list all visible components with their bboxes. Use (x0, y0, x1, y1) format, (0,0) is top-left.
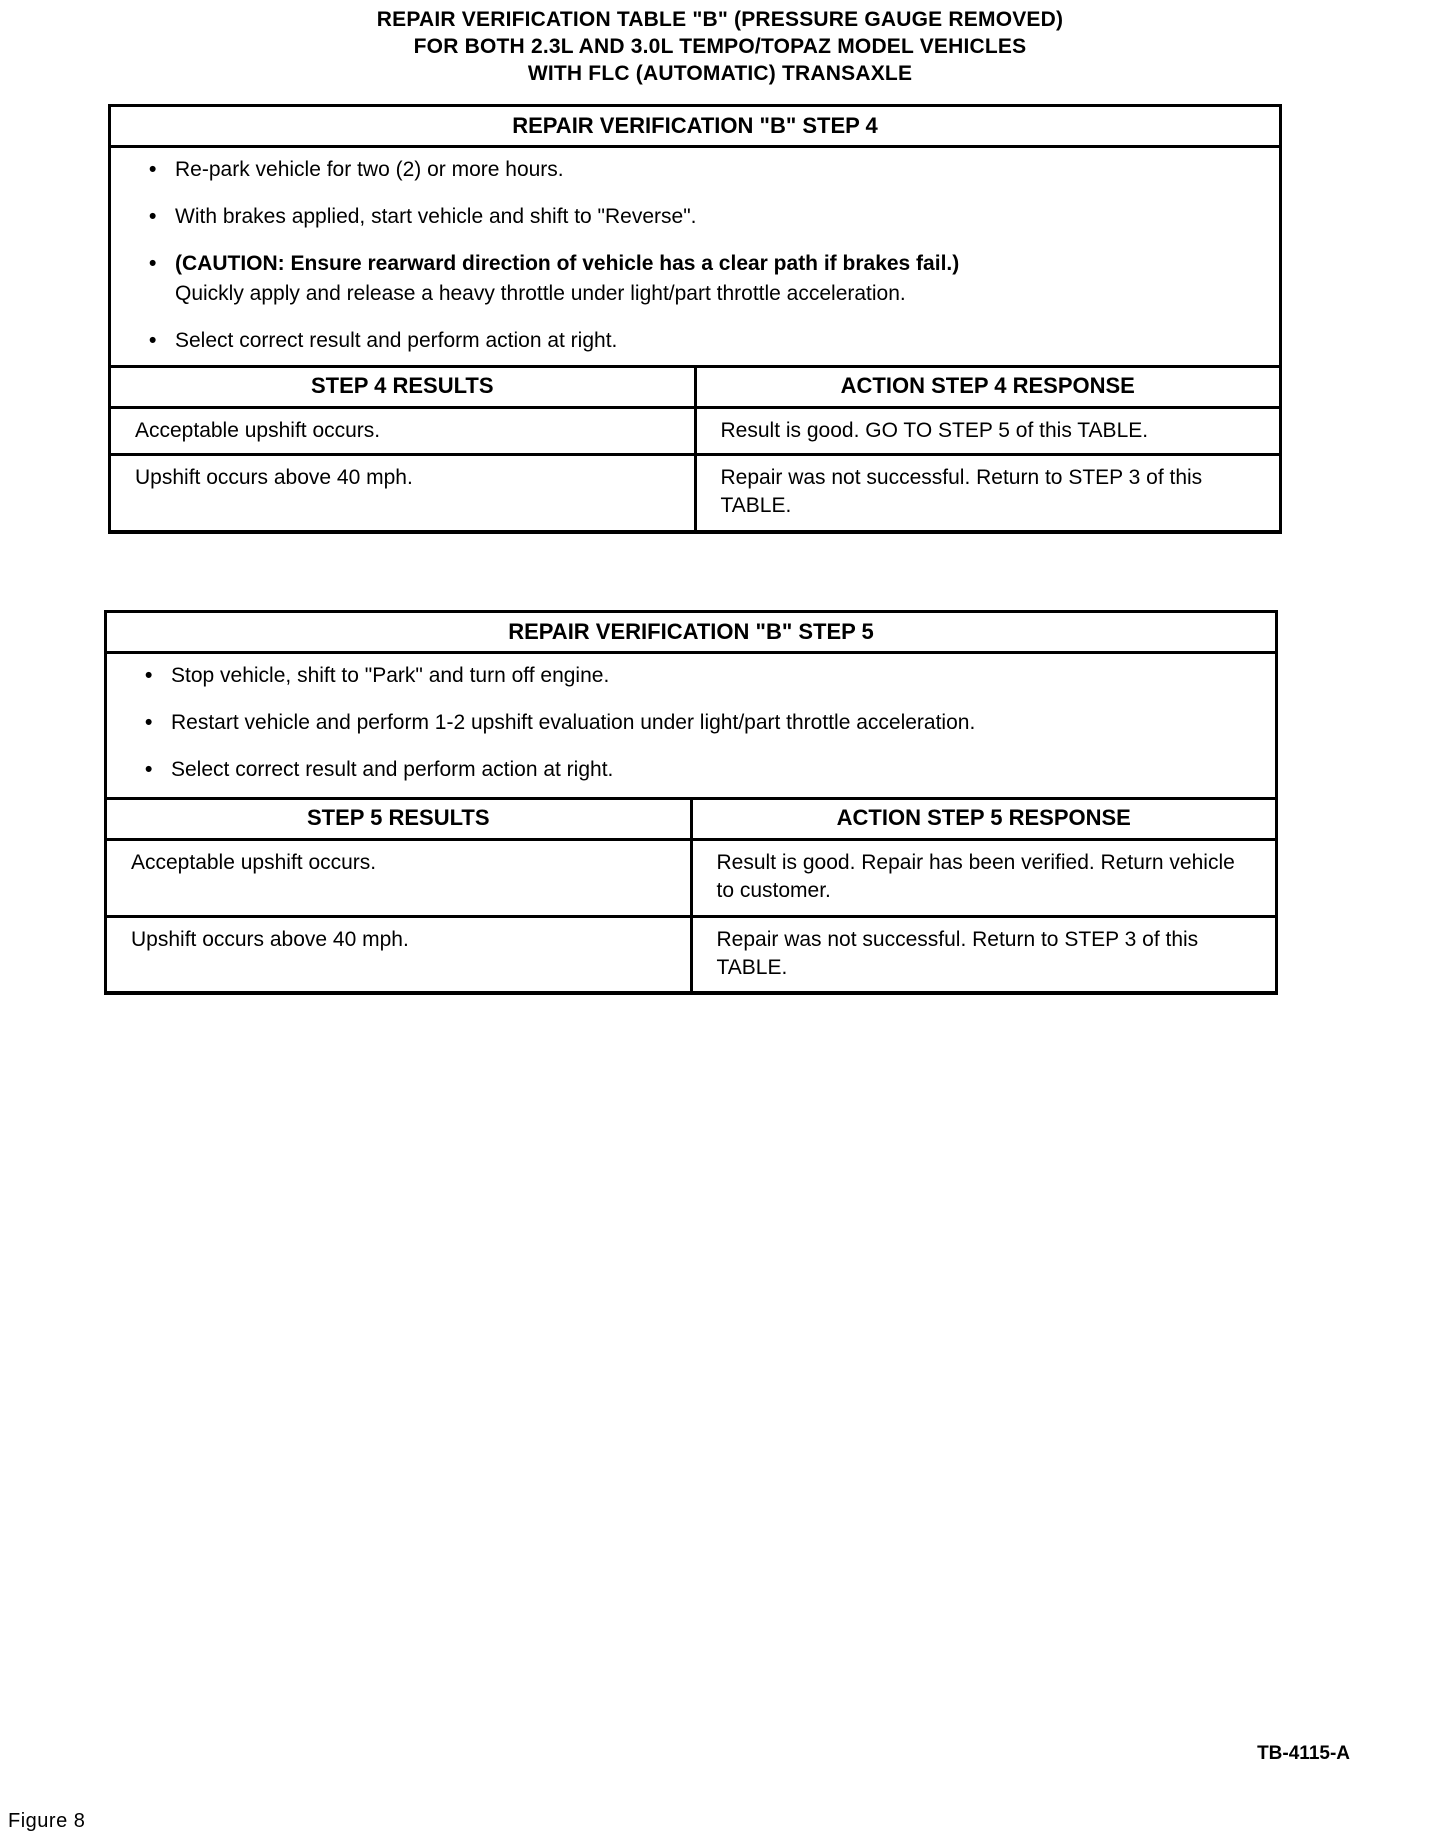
bullet-icon: • (149, 252, 157, 275)
step4-bullet-list (111, 148, 1279, 355)
step5-bullet-list (107, 654, 1275, 784)
caution-text: (CAUTION: Ensure rearward direction of vehicle has a clear path if brakes fail.) (175, 252, 960, 275)
document-title (0, 6, 1440, 87)
bullet-icon: • (149, 329, 157, 352)
list-item: • Restart vehicle and perform 1-2 upshift evaluation under light/part throttle acceleration. (145, 709, 1275, 737)
title-line-1: REPAIR VERIFICATION TABLE "B" (PRESSURE GAUGE REMOVED) (376, 8, 1064, 31)
list-item: • Select correct result and perform action at right. (149, 327, 1279, 355)
step5-title: REPAIR VERIFICATION "B" STEP 5 (107, 613, 1275, 654)
table-row (110, 455, 1281, 532)
step5-results-header: STEP 5 RESULTS (106, 799, 692, 840)
list-item: • (CAUTION: Ensure rearward direction of vehicle has a clear path if brakes fail.) Quickly apply and release a heavy throttle under light/part throttle acceleration. (149, 250, 1279, 308)
step4-title: REPAIR VERIFICATION "B" STEP 4 (111, 107, 1279, 148)
list-item: • Select correct result and perform action at right. (145, 756, 1275, 784)
bullet-icon: • (145, 711, 153, 734)
title-line-2: FOR BOTH 2.3L AND 3.0L TEMPO/TOPAZ MODEL VEHICLES (413, 35, 1027, 58)
step5-table (104, 610, 1278, 994)
step4-results-table (108, 365, 1282, 533)
action-cell: Result is good. GO TO STEP 5 of this TABLE. (695, 408, 1281, 455)
list-item: • With brakes applied, start vehicle and shift to "Reverse". (149, 203, 1279, 231)
step4-table (108, 104, 1282, 534)
action-cell: Repair was not successful. Return to STEP 3 of this TABLE. (695, 455, 1281, 532)
list-item: • Re-park vehicle for two (2) or more hours. (149, 156, 1279, 184)
document-reference: TB-4115-A (1257, 1743, 1350, 1764)
step4-action-header: ACTION STEP 4 RESPONSE (695, 367, 1281, 408)
table-row (106, 917, 1277, 994)
result-cell: Upshift occurs above 40 mph. (106, 917, 692, 994)
bullet-icon: • (149, 205, 157, 228)
step4-results-header: STEP 4 RESULTS (110, 367, 696, 408)
list-item: • Stop vehicle, shift to "Park" and turn off engine. (145, 662, 1275, 690)
table-row (106, 840, 1277, 917)
bullet-icon: • (145, 664, 153, 687)
bullet-icon: • (145, 758, 153, 781)
step5-action-header: ACTION STEP 5 RESPONSE (691, 799, 1277, 840)
figure-caption: Figure 8 (8, 1810, 86, 1832)
table-row (110, 408, 1281, 455)
result-cell: Acceptable upshift occurs. (110, 408, 696, 455)
bullet-icon: • (149, 158, 157, 181)
action-cell: Result is good. Repair has been verified. Return vehicle to customer. (691, 840, 1277, 917)
step5-results-table (104, 797, 1278, 995)
result-cell: Upshift occurs above 40 mph. (110, 455, 696, 532)
result-cell: Acceptable upshift occurs. (106, 840, 692, 917)
title-line-3: WITH FLC (AUTOMATIC) TRANSAXLE (527, 62, 913, 85)
action-cell: Repair was not successful. Return to STEP 3 of this TABLE. (691, 917, 1277, 994)
